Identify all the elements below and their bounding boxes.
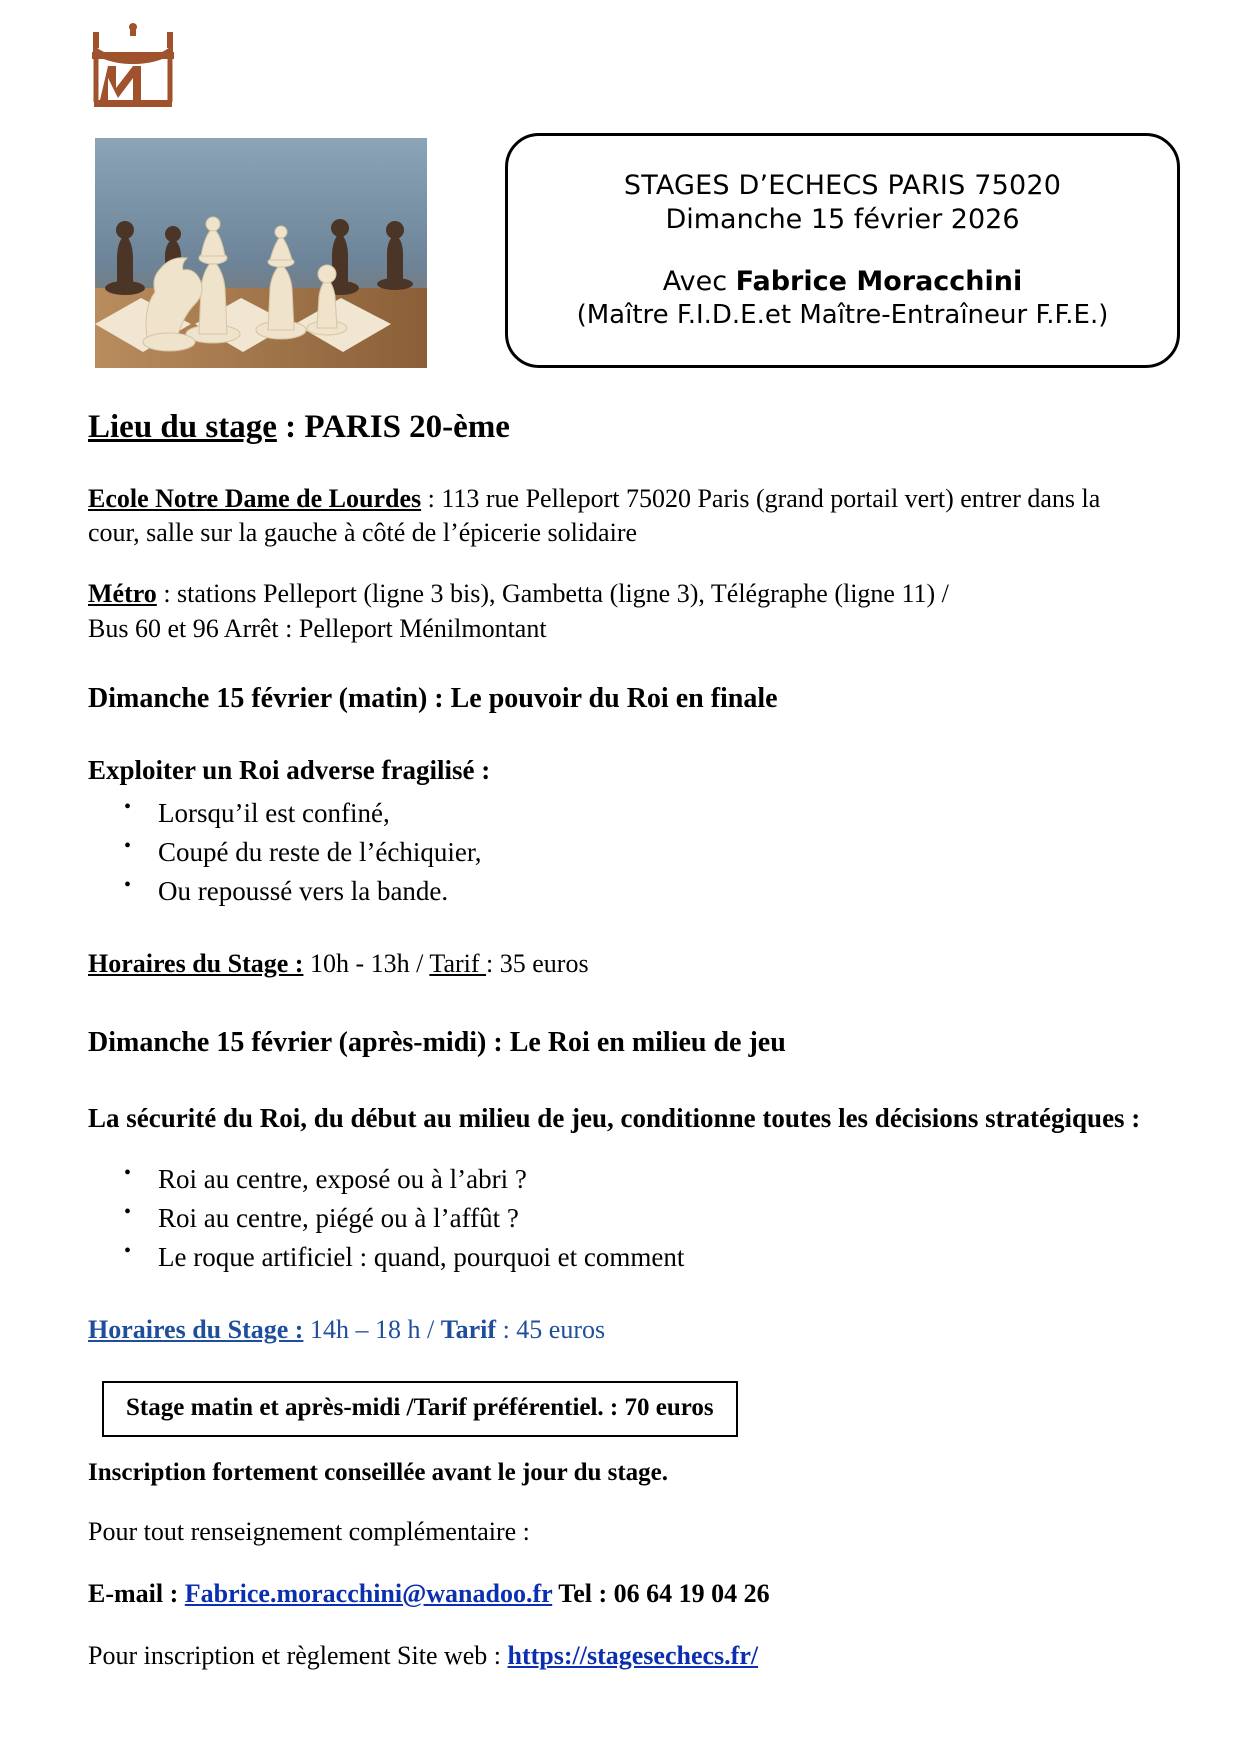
list-item: • Coupé du reste de l’échiquier, — [158, 833, 1153, 872]
list-item: • Ou repoussé vers la bande. — [158, 872, 1153, 911]
list-item: • Roi au centre, piégé ou à l’affût ? — [158, 1199, 1153, 1238]
school-label: Ecole Notre Dame de Lourdes — [88, 483, 422, 513]
morning-session-title: Dimanche 15 février (matin) : Le pouvoir du Roi en finale — [88, 682, 778, 714]
website-link[interactable]: https://stagesechecs.fr/ — [507, 1640, 759, 1670]
document-content — [88, 408, 1153, 1671]
trainer-name: Fabrice Moracchini — [735, 265, 1023, 297]
email-link[interactable]: Fabrice.moracchini@wanadoo.fr — [184, 1578, 553, 1608]
metro-text: : stations Pelleport (ligne 3 bis), Gambetta (ligne 3), Télégraphe (ligne 11) / — [156, 579, 949, 609]
chess-club-logo — [88, 22, 178, 108]
list-item: • Lorsqu’il est confiné, — [158, 794, 1153, 833]
school-text: : 113 rue Pelleport 75020 Paris (grand portail vert) entrer dans la cour, salle sur la gauche à côté de l’épicerie solidaire — [88, 483, 1101, 548]
afternoon-tariff-value: : 45 euros — [496, 1314, 606, 1344]
bus-text: Bus 60 et 96 Arrêt : Pelleport Ménilmontant — [88, 614, 547, 644]
morning-tariff-value: : 35 euros — [486, 949, 589, 979]
afternoon-schedule-label: Horaires du Stage : — [88, 1314, 304, 1344]
registration-note-text: Inscription fortement conseillée avant le jour du stage — [88, 1458, 662, 1486]
title-line-1: STAGES D’ECHECS PARIS 75020 — [623, 169, 1062, 201]
registration-note — [88, 1459, 1153, 1487]
afternoon-session-title: Dimanche 15 février (après-midi) : Le Roi en milieu de jeu — [88, 1026, 786, 1058]
morning-schedule-value: 10h - 13h / — [303, 949, 430, 979]
school-address — [88, 482, 1153, 552]
page-title — [88, 408, 1153, 448]
morning-schedule — [88, 947, 1153, 981]
website-line — [88, 1641, 1153, 1671]
email-label: E-mail : — [88, 1578, 185, 1608]
morning-points-list — [88, 794, 1153, 911]
contact-line — [88, 1579, 1153, 1609]
title-with-prefix: Avec — [662, 265, 736, 297]
title-line-4: (Maître F.I.D.E.et Maître-Entraîneur F.F.E.) — [576, 299, 1109, 330]
metro-info — [88, 577, 1153, 647]
afternoon-schedule-value: 14h – 18 h / — [303, 1314, 441, 1344]
afternoon-tariff-label: Tarif — [440, 1314, 497, 1344]
title-line-3 — [663, 264, 1023, 299]
website-label: Pour inscription et règlement Site web : — [88, 1640, 508, 1670]
afternoon-schedule — [88, 1313, 1153, 1347]
chess-pieces-photo — [95, 138, 427, 368]
title-line-2: Dimanche 15 février 2026 — [665, 204, 1020, 236]
registration-note-end: . — [661, 1458, 669, 1486]
afternoon-subtitle: La sécurité du Roi, du début au milieu de jeu, conditionne toutes les décisions stratégiques : — [88, 1103, 1141, 1134]
place-value: : PARIS 20-ème — [276, 409, 510, 445]
title-box — [505, 133, 1180, 368]
phone-value: Tel : 06 64 19 04 26 — [552, 1578, 770, 1608]
place-label: Lieu du stage — [88, 409, 277, 445]
morning-tariff-label: Tarif — [429, 949, 487, 979]
list-item: • Roi au centre, exposé ou à l’abri ? — [158, 1160, 1153, 1199]
morning-schedule-label: Horaires du Stage : — [88, 949, 304, 979]
morning-subtitle: Exploiter un Roi adverse fragilisé : — [88, 755, 491, 786]
info-line: Pour tout renseignement complémentaire : — [88, 1516, 530, 1546]
metro-label: Métro — [88, 579, 157, 609]
afternoon-points-list — [88, 1160, 1153, 1277]
list-item: • Le roque artificiel : quand, pourquoi et comment — [158, 1238, 1153, 1277]
combined-price-box: Stage matin et après-midi /Tarif préférentiel. : 70 euros — [102, 1381, 738, 1437]
